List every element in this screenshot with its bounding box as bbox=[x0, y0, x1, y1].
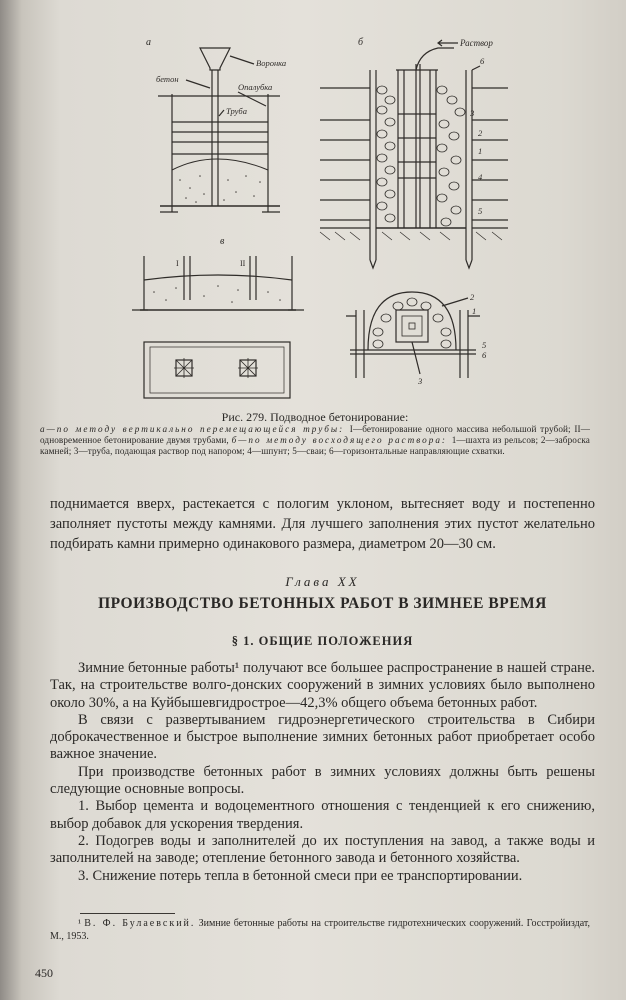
figure-pipe-II-label: II bbox=[240, 259, 246, 268]
figure-b-num-6: 6 bbox=[480, 56, 485, 66]
caption-part-d: б—по методу восходящего раствора: bbox=[231, 435, 452, 445]
caption-part-a: а—по методу вертикально перемещающейся трубы: bbox=[40, 424, 350, 434]
figure-label-b: б bbox=[358, 37, 364, 48]
figure-b-num-1: 1 bbox=[478, 146, 483, 156]
paragraph: Зимние бетонные работы¹ получают все большее распространение в нашей стране. Так, на строительстве волго-донских сооружений в зимних условиях было выполнено около 30%, а на Куйбышевгидрострое—42,3% общего объема бетонных работ. bbox=[50, 660, 595, 711]
caption-part-e: 1—шахта из рельсов; 2—заброска камней; 3—труба, подающая раствор под напором; 4—шпунт; 5—сваи; 6—горизонтальные направляющие схватки. bbox=[40, 435, 590, 456]
paragraph: В связи с развертыванием гидроэнергетического строительства в Сибири доброкачественное и быстрое выполнение зимних бетонных работ приобретает особо важное значение. bbox=[50, 711, 595, 763]
section-title: § 1. ОБЩИЕ ПОЛОЖЕНИЯ bbox=[231, 634, 414, 648]
figure-pipe-I-label: I bbox=[176, 259, 179, 268]
footnote-text: Зимние бетонные работы на строительстве гидротехнических сооружений. Госстройиздат, М., 1953. bbox=[50, 918, 591, 942]
figure-a-label-funnel: Воронка bbox=[256, 58, 287, 68]
figure-label-a: а bbox=[146, 37, 151, 48]
figure-caption-title: Рис. 279. Подводное бетонирование: bbox=[221, 410, 409, 424]
figure-a-label-concrete: бетон bbox=[156, 74, 179, 84]
figure-caption-body bbox=[40, 424, 590, 457]
figure-c-num-6: 6 bbox=[482, 350, 487, 360]
paragraph-continuation: поднимается вверх, растекается с пологим уклоном, вытесняет воду и постепенно заполняет пустоты между камнями. Для лучшего заполнения этих пустот желательно подбирать камни примерно одинакового размера, диаметром 20—30 см. bbox=[50, 496, 595, 552]
figure-a-label-formwork: Опалубка bbox=[238, 82, 273, 92]
figure-label-v: в bbox=[220, 236, 225, 247]
figure-c-num-3: 3 bbox=[418, 376, 423, 386]
figure-b-num-4: 4 bbox=[478, 172, 483, 182]
figure-underwater-concreting bbox=[120, 30, 580, 430]
figure-b-num-2: 2 bbox=[478, 128, 483, 138]
list-item: 1. Выбор цемента и водоцементного отношения с тенденцией к его снижению, выбор добавок для ускорения твердения. bbox=[50, 798, 595, 832]
footnote-divider bbox=[80, 913, 175, 914]
footnote bbox=[50, 917, 590, 943]
figure-b-num-3: 3 bbox=[470, 108, 475, 118]
page-number: 450 bbox=[35, 966, 53, 980]
footnote-marker: ¹ bbox=[78, 918, 85, 929]
paragraph: При производстве бетонных работ в зимних условиях должны быть решены следующие основные вопросы. bbox=[50, 763, 595, 798]
footnote-author: В. Ф. Булаевский. bbox=[84, 918, 196, 929]
chapter-title: ПРОИЗВОДСТВО БЕТОННЫХ РАБОТ В ЗИМНЕЕ ВРЕМЯ bbox=[98, 595, 547, 612]
list-item: 2. Подогрев воды и заполнителей до их поступления на завод, а также воды и заполнителей на заводе; отепление бетонного завода и бетонного хозяйства. bbox=[50, 832, 595, 867]
figure-c-num-5: 5 bbox=[482, 340, 487, 350]
chapter-label: Глава XX bbox=[285, 574, 360, 589]
figure-c-num-1: 1 bbox=[472, 306, 477, 316]
figure-c-num-2: 2 bbox=[470, 292, 475, 302]
figure-b-label-solution: Раствор bbox=[460, 38, 493, 48]
list-item: 3. Снижение потерь тепла в бетонной смеси при ее транспортировании. bbox=[78, 867, 523, 884]
figure-a-label-pipe: Труба bbox=[226, 106, 247, 116]
caption-part-c: II—одновременное бетонирование двумя трубами, bbox=[40, 424, 590, 445]
figure-b-num-5: 5 bbox=[478, 206, 483, 216]
caption-part-b: I—бетонирование одного массива небольшой трубой; bbox=[349, 424, 575, 434]
body-text bbox=[50, 660, 595, 885]
